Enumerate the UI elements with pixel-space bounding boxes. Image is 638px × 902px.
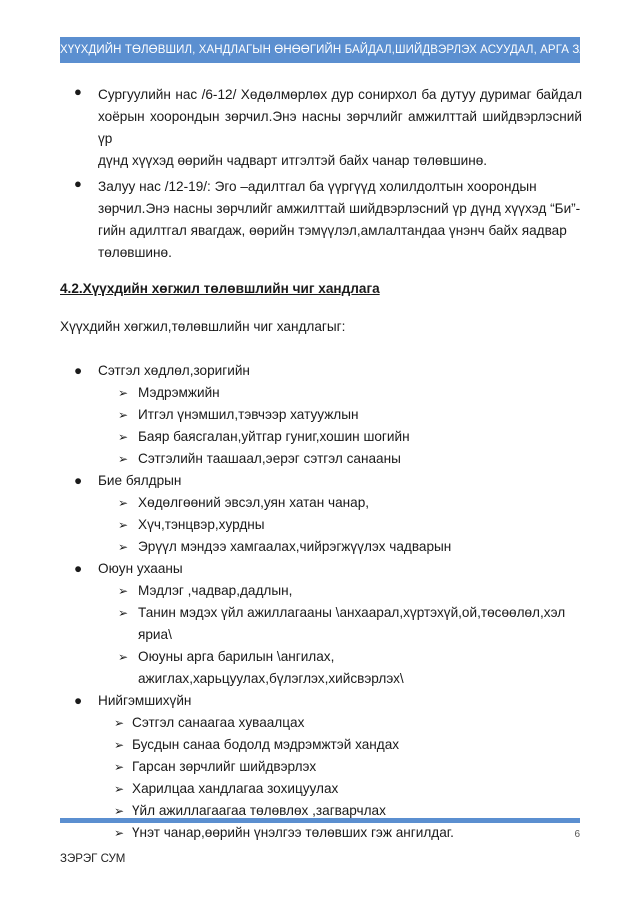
list-item — [60, 470, 582, 492]
paragraph-line: зөрчил.Энэ насны зөрчлийг амжилттай шийдвэрлэсний үр дүнд хүүхэд “Би”- — [98, 201, 581, 216]
sub-list-item: ➢ Эрүүл мэндээ хамгаалах,чийрэгжүүлэх чадварын — [60, 536, 582, 558]
sub-list-item: ➢ Мэдрэмжийн — [60, 382, 582, 404]
list-item — [60, 690, 582, 712]
list-item — [60, 176, 582, 264]
arrow-bullet-icon: ➢ — [118, 452, 129, 466]
list-item — [60, 84, 582, 172]
bullet-dot-icon: ● — [74, 693, 83, 708]
arrow-bullet-icon: ➢ — [118, 408, 129, 422]
sub-list-item: ➢ Сэтгэлийн таашаал,эерэг сэтгэл санааны — [60, 448, 582, 470]
sub-list-item: ➢ Итгэл үнэмшил,тэвчээр хатуужлын — [60, 404, 582, 426]
sub-list-item: ➢ Оюуны арга барилын \ангилах, ажиглах,харьцуулах,бүлэглэх,хийсвэрлэх\ — [60, 646, 582, 690]
category-title: Оюун ухааны — [98, 561, 183, 576]
sub-list-item: ➢ Харилцаа хандлагаа зохицуулах — [60, 778, 582, 800]
bullet-dot-icon: ● — [74, 176, 82, 191]
arrow-bullet-icon: ➢ — [114, 804, 125, 818]
category-list — [60, 360, 582, 844]
bullet-dot-icon: ● — [74, 473, 83, 488]
arrow-bullet-icon: ➢ — [118, 518, 129, 532]
list-item — [60, 360, 582, 382]
list-item — [60, 558, 582, 580]
sub-list-item: ➢ Бусдын санаа бодолд мэдрэмжтэй хандах — [60, 734, 582, 756]
arrow-bullet-icon: ➢ — [114, 760, 125, 774]
page-header-title: ХҮҮХДИЙН ТӨЛӨВШИЛ, ХАНДЛАГЫН ӨНӨӨГИЙН БАЙДАЛ,ШИЙДВЭРЛЭХ АСУУДАЛ, АРГА ЗАМ — [60, 44, 597, 56]
sub-list-item: ➢ Хүч,тэнцвэр,хурдны — [60, 514, 582, 536]
sub-list-item: ➢ Сэтгэл санаагаа хуваалцах — [60, 712, 582, 734]
bullet-dot-icon: ● — [74, 363, 83, 378]
sub-list-item: ➢ Мэдлэг ,чадвар,дадлын, — [60, 580, 582, 602]
sub-list-item: ➢ Гарсан зөрчлийг шийдвэрлэх — [60, 756, 582, 778]
paragraph-line: Залуу нас /12-19/: Эго –адилтгал ба үүргүүд холилдолтын хоорондын — [98, 179, 537, 194]
footer-divider — [60, 818, 580, 823]
arrow-bullet-icon: ➢ — [118, 496, 129, 510]
category-title: Бие бялдрын — [98, 473, 182, 488]
paragraph-line: хоёрын хоорондын зөрчил.Энэ насны зөрчлийг амжилттай шийдвэрлэсний үр — [98, 109, 582, 146]
category-title: Сэтгэл хөдлөл,зоригийн — [98, 363, 250, 378]
section-intro: Хүүхдийн хөгжил,төлөвшлийн чиг хандлагыг: — [60, 319, 346, 334]
sub-list-item: ➢ Танин мэдэх үйл ажиллагааны \анхаарал,хүртэхүй,ой,төсөөлөл,хэл яриа\ — [60, 602, 582, 646]
section-heading: 4.2.Хүүхдийн хөгжил төлөвшлийн чиг хандлага — [60, 281, 380, 296]
arrow-bullet-icon: ➢ — [118, 386, 129, 400]
page-number: 6 — [574, 829, 580, 840]
arrow-bullet-icon: ➢ — [114, 826, 125, 840]
sub-list-item: ➢ Хөдөлгөөний эвсэл,уян хатан чанар, — [60, 492, 582, 514]
sub-list-item: ➢ Үйл ажиллагаагаа төлөвлөх ,загварчлах — [60, 800, 582, 822]
arrow-bullet-icon: ➢ — [118, 584, 129, 598]
paragraph-line: гийн адилтгал явагдаж, өөрийн тэмүүлэл,амлалтандаа үнэнч байх яадвар — [98, 223, 567, 238]
category-title: Нийгэмшихүйн — [98, 693, 192, 708]
sub-list-item: ➢ Баяр баясгалан,уйтгар гуниг,хошин шогийн — [60, 426, 582, 448]
page-header-band — [60, 37, 597, 63]
arrow-bullet-icon: ➢ — [118, 430, 129, 444]
paragraph-line: Сургуулийн нас /6-12/ Хөдөлмөрлөх дур сонирхол ба дутуу дуримаг байдал — [98, 87, 582, 102]
arrow-bullet-icon: ➢ — [118, 540, 129, 554]
sub-list-item: ➢ Үнэт чанар,өөрийн үнэлгээ төлөвших гэж ангилдаг. — [60, 822, 582, 844]
arrow-bullet-icon: ➢ — [114, 738, 125, 752]
arrow-bullet-icon: ➢ — [114, 716, 125, 730]
arrow-bullet-icon: ➢ — [118, 606, 129, 620]
bullet-dot-icon: ● — [74, 561, 83, 576]
arrow-bullet-icon: ➢ — [114, 782, 125, 796]
arrow-bullet-icon: ➢ — [118, 650, 129, 664]
bullet-dot-icon: ● — [74, 84, 82, 99]
paragraph-line: дүнд хүүхэд өөрийн чадварт итгэлтэй байх чанар төлөвшинө. — [98, 153, 488, 168]
document-body — [60, 84, 582, 844]
footer-text: ЗЭРЭГ СУМ — [60, 853, 126, 865]
paragraph-line: төлөвшинө. — [98, 245, 172, 260]
